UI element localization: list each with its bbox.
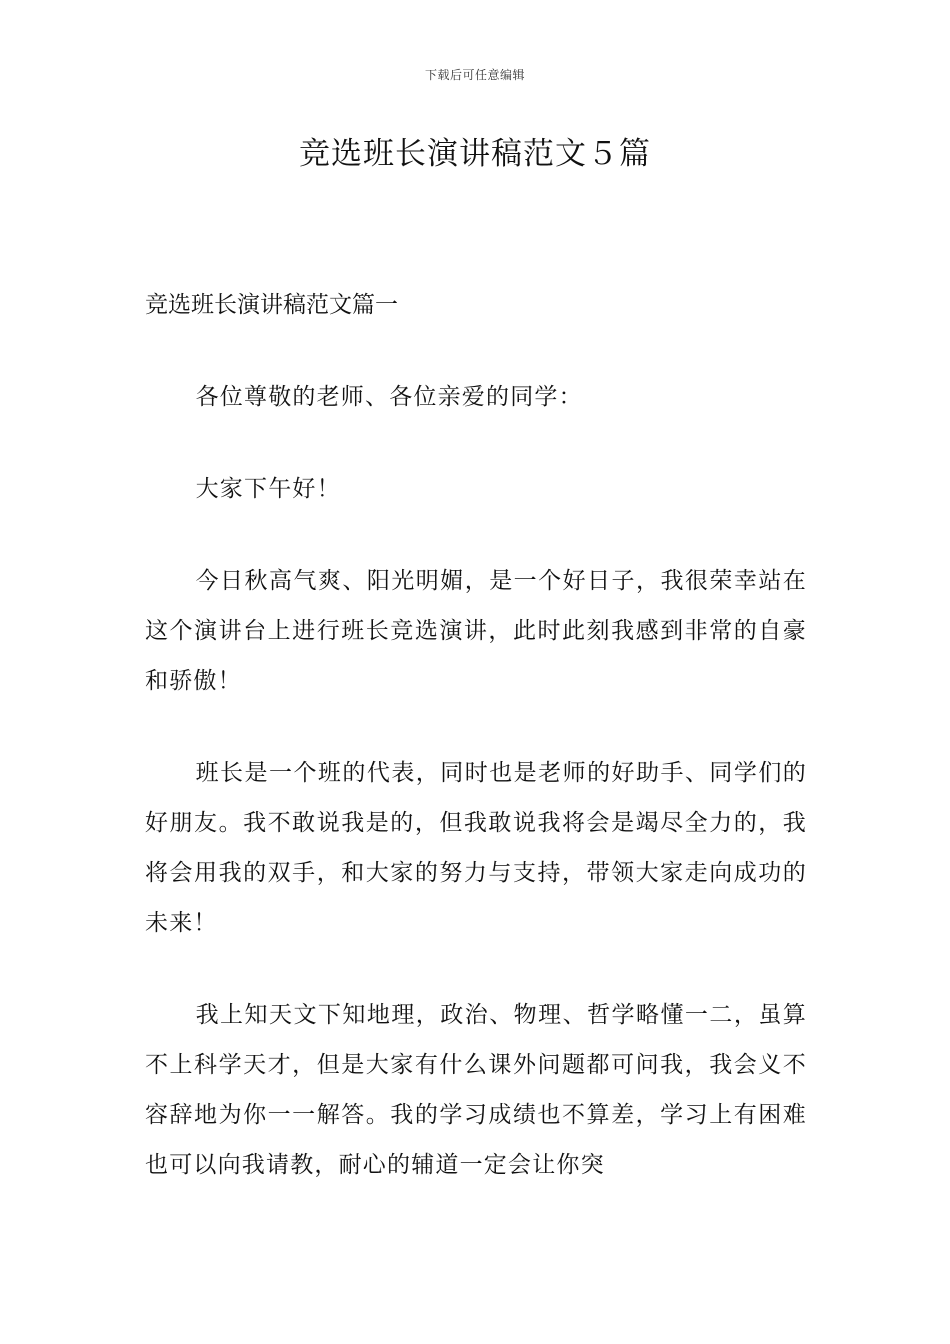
paragraph: 班长是一个班的代表，同时也是老师的好助手、同学们的好朋友。我不敢说我是的，但我敢说我将会是竭尽全力的，我将会用我的双手，和大家的努力与支持，带领大家走向成功的未来！ [145,760,807,936]
paragraph: 我上知天文下知地理，政治、物理、哲学略懂一二，虽算不上科学天才，但是大家有什么课外问题都可问我，我会义不容辞地为你一一解答。我的学习成绩也不算差，学习上有困难也可以向我请教，耐心的辅道一定会让你突 [145,1002,807,1178]
document-title: 竞选班长演讲稿范文５篇 [299,136,651,172]
paragraph-salutation: 大家下午好！ [195,476,341,502]
header-note: 下载后可任意编辑 [424,68,525,82]
section-heading: 竞选班长演讲稿范文篇一 [145,292,398,318]
document-body [145,280,807,1190]
paragraph: 今日秋高气爽、阳光明媚，是一个好日子，我很荣幸站在这个演讲台上进行班长竞选演讲，此时此刻我感到非常的自豪和骄傲！ [145,568,807,694]
paragraph-greeting: 各位尊敬的老师、各位亲爱的同学： [195,384,583,410]
